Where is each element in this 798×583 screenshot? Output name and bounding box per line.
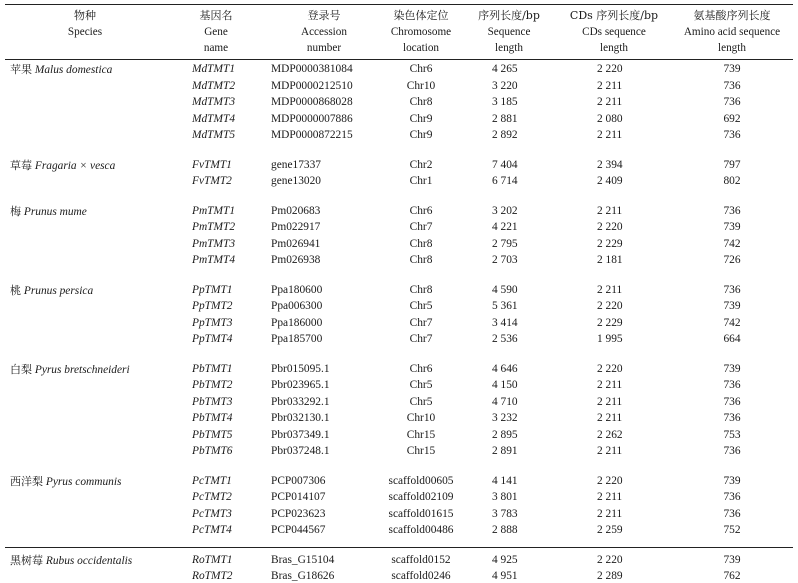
accession-cell: MDP0000007886 (271, 112, 353, 125)
chromosome-cell: Chr8 (409, 254, 433, 266)
header-chromosome-zh: 染色体定位 (393, 9, 449, 22)
header-cds-len-zh: CDs 序列长度/bp (569, 9, 659, 22)
species-label (10, 475, 121, 489)
accession-cell: Pbr015095.1 (271, 362, 330, 375)
species-chinese-name: 草莓 (10, 158, 32, 172)
chromosome-cell: Chr7 (409, 333, 433, 345)
species-latin-name: Rubus occidentalis (45, 554, 133, 567)
sequence-length-cell: 6 714 (492, 175, 518, 187)
gene-name-cell: PbTMT3 (192, 395, 233, 408)
sequence-length-cell: 2 892 (492, 129, 518, 141)
sequence-length-cell: 3 220 (492, 79, 518, 92)
amino-acid-length-cell: 742 (723, 237, 741, 250)
sequence-length-cell: 3 783 (492, 507, 518, 520)
species-label (10, 205, 87, 219)
chromosome-cell: scaffold0246 (391, 570, 451, 582)
species-label (10, 284, 93, 298)
chromosome-cell: Chr15 (406, 445, 436, 457)
cds-length-cell: 2 229 (597, 316, 623, 329)
header-species-zh: 物种 (74, 9, 96, 22)
chromosome-cell: Chr8 (409, 283, 433, 296)
accession-cell: Ppa180600 (271, 283, 323, 296)
chromosome-cell: scaffold01615 (388, 507, 454, 520)
header-accession-en-1: Accession (301, 26, 347, 38)
header-gene (186, 8, 246, 56)
gene-name-cell: PbTMT5 (192, 428, 233, 441)
chromosome-cell: scaffold0152 (391, 553, 451, 566)
header-bottom-rule (5, 59, 793, 60)
chromosome-cell: Chr9 (409, 129, 433, 141)
cds-length-cell: 2 220 (597, 221, 623, 233)
amino-acid-length-cell: 664 (723, 333, 741, 345)
chromosome-cell: Chr5 (409, 300, 433, 312)
amino-acid-length-cell: 736 (723, 283, 741, 296)
species-chinese-name: 白梨 (10, 362, 32, 376)
amino-acid-length-cell: 692 (723, 112, 741, 125)
amino-acid-length-cell: 742 (723, 316, 741, 329)
cds-length-cell: 2 211 (597, 283, 623, 296)
header-species (55, 8, 115, 40)
species-latin-name: Pyrus bretschneideri (34, 363, 130, 376)
sequence-length-cell: 2 888 (492, 524, 518, 536)
cds-length-cell: 2 211 (597, 507, 623, 520)
cds-length-cell: 2 394 (597, 158, 623, 171)
gene-name-cell: PbTMT6 (192, 445, 233, 457)
header-aa-len-en-1: Amino acid sequence (683, 26, 781, 38)
sequence-length-cell: 7 404 (492, 158, 518, 171)
accession-cell: Ppa006300 (271, 300, 323, 312)
accession-cell: Pbr037349.1 (271, 428, 330, 441)
amino-acid-length-cell: 739 (723, 221, 741, 233)
gene-name-cell: PbTMT2 (192, 379, 233, 391)
chromosome-cell: Chr6 (409, 63, 433, 75)
accession-cell: Pbr032130.1 (271, 412, 330, 424)
gene-name-cell: PmTMT2 (192, 221, 236, 233)
chromosome-cell: Chr5 (409, 395, 433, 408)
cds-length-cell: 2 211 (597, 79, 623, 92)
amino-acid-length-cell: 736 (723, 79, 741, 92)
gene-name-cell: RoTMT1 (192, 553, 233, 566)
sequence-length-cell: 4 141 (492, 474, 518, 487)
header-gene-zh: 基因名 (199, 9, 233, 22)
sequence-length-cell: 4 710 (492, 395, 518, 408)
accession-cell: PCP044567 (271, 524, 326, 536)
amino-acid-length-cell: 736 (723, 379, 741, 391)
amino-acid-length-cell: 736 (723, 395, 741, 408)
chromosome-cell: Chr5 (409, 379, 433, 391)
header-aa-len (672, 8, 792, 56)
gene-name-cell: PpTMT4 (192, 333, 233, 345)
chromosome-cell: scaffold02109 (388, 491, 454, 503)
gene-name-cell: RoTMT2 (192, 570, 233, 582)
sequence-length-cell: 2 703 (492, 254, 518, 266)
sequence-length-cell: 5 361 (492, 300, 518, 312)
gene-name-cell: PcTMT3 (192, 507, 232, 520)
amino-acid-length-cell: 739 (723, 362, 741, 375)
chromosome-cell: Chr9 (409, 112, 433, 125)
sequence-length-cell: 2 895 (492, 428, 518, 441)
amino-acid-length-cell: 752 (723, 524, 741, 536)
sequence-length-cell: 2 881 (492, 112, 518, 125)
chromosome-cell: Chr10 (406, 412, 436, 424)
sequence-length-cell: 4 150 (492, 379, 518, 391)
sequence-length-cell: 4 951 (492, 570, 518, 582)
amino-acid-length-cell: 726 (723, 254, 741, 266)
header-chromosome-en-1: Chromosome (390, 26, 452, 38)
header-aa-len-en-2: length (718, 42, 746, 54)
cds-length-cell: 2 211 (597, 379, 623, 391)
gene-name-cell: PcTMT2 (192, 491, 232, 503)
gene-name-cell: PpTMT1 (192, 283, 233, 296)
gene-name-cell: PcTMT1 (192, 474, 232, 487)
cds-length-cell: 2 409 (597, 175, 623, 187)
species-latin-name: Malus domestica (34, 64, 113, 76)
gene-name-cell: PbTMT1 (192, 362, 233, 375)
gene-name-cell: PbTMT4 (192, 412, 233, 424)
header-seq-len-zh: 序列长度/bp (478, 9, 540, 22)
cds-length-cell: 2 211 (597, 96, 623, 108)
cds-length-cell: 2 211 (597, 412, 623, 424)
cds-length-cell: 2 211 (597, 445, 623, 457)
sequence-length-cell: 3 185 (492, 96, 518, 108)
species-chinese-name: 桃 (10, 283, 21, 297)
gene-name-cell: PmTMT4 (192, 254, 236, 266)
amino-acid-length-cell: 739 (723, 300, 741, 312)
sequence-length-cell: 3 202 (492, 204, 518, 217)
cds-length-cell: 2 220 (597, 362, 623, 375)
accession-cell: Pbr037248.1 (271, 445, 330, 457)
header-cds-len-en-2: length (600, 42, 628, 54)
sequence-length-cell: 2 795 (492, 237, 518, 250)
accession-cell: MDP0000872215 (271, 129, 353, 141)
sequence-length-cell: 3 801 (492, 491, 518, 503)
amino-acid-length-cell: 736 (723, 129, 741, 141)
amino-acid-length-cell: 797 (723, 158, 741, 171)
sequence-length-cell: 4 925 (492, 553, 518, 566)
cds-length-cell: 2 262 (597, 428, 623, 441)
header-chromosome-en-2: location (402, 42, 440, 54)
gene-name-cell: FvTMT2 (192, 175, 232, 187)
gene-name-cell: PmTMT3 (192, 237, 236, 250)
sequence-length-cell: 2 891 (492, 445, 518, 457)
chromosome-cell: scaffold00486 (388, 524, 454, 536)
accession-cell: Pm020683 (271, 204, 321, 217)
chromosome-cell: Chr2 (409, 158, 433, 171)
cds-length-cell: 2 220 (597, 63, 623, 75)
amino-acid-length-cell: 736 (723, 491, 741, 503)
accession-cell: Ppa185700 (271, 333, 323, 345)
cds-length-cell: 2 211 (597, 204, 623, 217)
accession-cell: PCP014107 (271, 491, 326, 503)
amino-acid-length-cell: 753 (723, 428, 741, 441)
amino-acid-length-cell: 802 (723, 175, 741, 187)
cds-length-cell: 2 211 (597, 491, 623, 503)
accession-cell: MDP0000381084 (271, 63, 353, 75)
amino-acid-length-cell: 762 (723, 570, 741, 582)
gene-name-cell: FvTMT1 (192, 158, 232, 171)
gene-name-cell: MdTMT1 (192, 63, 236, 75)
cds-length-cell: 2 220 (597, 474, 623, 487)
gene-name-cell: MdTMT3 (192, 96, 236, 108)
header-accession-zh: 登录号 (307, 9, 341, 22)
gene-name-cell: PpTMT3 (192, 316, 233, 329)
species-label (10, 159, 115, 173)
accession-cell: Ppa186000 (271, 316, 323, 329)
cds-length-cell: 2 211 (597, 395, 623, 408)
header-seq-len-en-2: length (495, 42, 523, 54)
chromosome-cell: scaffold00605 (388, 474, 454, 487)
table-top-rule (5, 4, 793, 5)
sequence-length-cell: 4 221 (492, 221, 518, 233)
sequence-length-cell: 2 536 (492, 333, 518, 345)
chromosome-cell: Chr6 (409, 362, 433, 375)
accession-cell: PCP007306 (271, 474, 326, 487)
cds-length-cell: 2 289 (597, 570, 623, 582)
accession-cell: Bras_G15104 (271, 553, 335, 566)
gene-name-cell: MdTMT2 (192, 79, 236, 92)
header-chromosome (378, 8, 464, 56)
cds-length-cell: 2 259 (597, 524, 623, 536)
sequence-length-cell: 4 646 (492, 362, 518, 375)
accession-cell: PCP023623 (271, 507, 326, 520)
header-seq-len (466, 8, 552, 56)
header-cds-len (558, 8, 670, 56)
chromosome-cell: Chr8 (409, 237, 433, 250)
species-label (10, 554, 132, 568)
chromosome-cell: Chr7 (409, 316, 433, 329)
header-cds-len-en-1: CDs sequence (582, 26, 646, 38)
species-latin-name: Fragaria × vesca (34, 159, 116, 172)
header-accession (286, 8, 362, 56)
amino-acid-length-cell: 736 (723, 445, 741, 457)
accession-cell: MDP0000868028 (271, 96, 353, 108)
amino-acid-length-cell: 739 (723, 63, 741, 75)
accession-cell: Pbr023965.1 (271, 379, 330, 391)
amino-acid-length-cell: 736 (723, 96, 741, 108)
sequence-length-cell: 3 232 (492, 412, 518, 424)
header-aa-len-zh: 氨基酸序列长度 (693, 9, 771, 22)
cds-length-cell: 2 080 (597, 112, 623, 125)
gene-name-cell: PmTMT1 (192, 204, 236, 217)
chromosome-cell: Chr6 (409, 204, 433, 217)
chromosome-cell: Chr8 (409, 96, 433, 108)
sequence-length-cell: 4 265 (492, 63, 518, 75)
species-latin-name: Prunus persica (23, 284, 94, 297)
species-latin-name: Prunus mume (23, 205, 87, 218)
accession-cell: MDP0000212510 (271, 79, 353, 92)
header-gene-en-2: name (203, 42, 229, 54)
cds-length-cell: 2 181 (597, 254, 623, 266)
cds-length-cell: 1 995 (597, 333, 623, 345)
accession-cell: Pbr033292.1 (271, 395, 330, 408)
sequence-length-cell: 4 590 (492, 283, 518, 296)
header-accession-en-2: number (306, 42, 342, 54)
accession-cell: gene13020 (271, 175, 321, 187)
species-chinese-name: 西洋梨 (10, 474, 43, 488)
species-chinese-name: 梅 (10, 204, 21, 218)
accession-cell: gene17337 (271, 158, 321, 171)
gene-name-cell: MdTMT4 (192, 112, 236, 125)
sequence-length-cell: 3 414 (492, 316, 518, 329)
accession-cell: Pm022917 (271, 221, 321, 233)
amino-acid-length-cell: 736 (723, 507, 741, 520)
table-bottom-rule (5, 547, 793, 548)
gene-name-cell: PpTMT2 (192, 300, 233, 312)
header-seq-len-en-1: Sequence (487, 26, 531, 38)
cds-length-cell: 2 229 (597, 237, 623, 250)
header-gene-en-1: Gene (204, 26, 228, 38)
cds-length-cell: 2 220 (597, 553, 623, 566)
chromosome-cell: Chr10 (406, 79, 436, 92)
accession-cell: Bras_G18626 (271, 570, 335, 582)
cds-length-cell: 2 211 (597, 129, 623, 141)
cds-length-cell: 2 220 (597, 300, 623, 312)
header-species-en: Species (67, 26, 103, 38)
species-label (10, 63, 112, 77)
accession-cell: Pm026938 (271, 254, 321, 266)
species-label (10, 363, 130, 377)
species-chinese-name: 苹果 (10, 63, 32, 76)
chromosome-cell: Chr7 (409, 221, 433, 233)
chromosome-cell: Chr1 (409, 175, 433, 187)
species-chinese-name: 黑树莓 (10, 553, 43, 567)
gene-name-cell: MdTMT5 (192, 129, 236, 141)
amino-acid-length-cell: 736 (723, 412, 741, 424)
accession-cell: Pm026941 (271, 237, 321, 250)
species-latin-name: Pyrus communis (45, 475, 122, 488)
amino-acid-length-cell: 739 (723, 474, 741, 487)
amino-acid-length-cell: 739 (723, 553, 741, 566)
amino-acid-length-cell: 736 (723, 204, 741, 217)
chromosome-cell: Chr15 (406, 428, 436, 441)
gene-name-cell: PcTMT4 (192, 524, 232, 536)
